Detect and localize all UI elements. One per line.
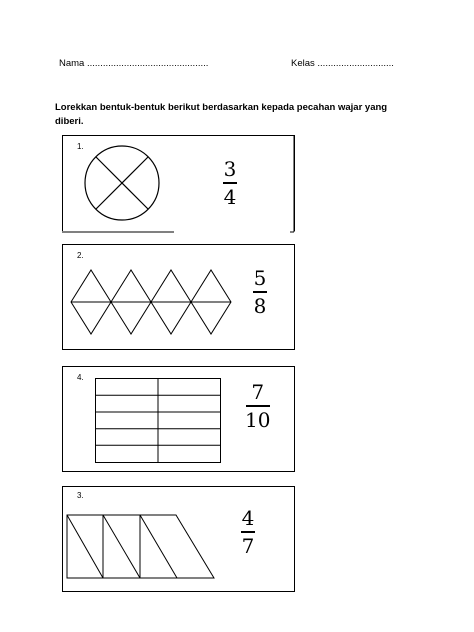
grid-rectangle-shape xyxy=(95,378,221,463)
question-1-number: 1. xyxy=(77,142,84,151)
class-field-label: Kelas ............................. xyxy=(291,58,394,69)
instruction-text: Lorekkan bentuk-bentuk berikut berdasarkan kepada pecahan wajar yang diberi. xyxy=(55,102,388,127)
question-3-number: 4. xyxy=(77,373,84,382)
fraction-2-bar xyxy=(253,291,267,293)
diamond-row-shape xyxy=(71,270,231,336)
fraction-4 xyxy=(241,507,255,557)
triangle-strip-shape xyxy=(67,515,215,579)
fraction-4-bar xyxy=(241,531,255,533)
fraction-3 xyxy=(245,381,270,431)
question-4-number: 3. xyxy=(77,491,84,500)
fraction-1-denominator: 4 xyxy=(223,184,237,209)
circle-quarters-shape xyxy=(83,144,163,224)
name-field-label: Nama .............................................. xyxy=(59,58,209,69)
question-2-number: 2. xyxy=(77,251,84,260)
fraction-1-bar xyxy=(223,182,237,184)
fraction-3-denominator: 10 xyxy=(245,407,271,432)
fraction-3-numerator: 7 xyxy=(251,380,265,404)
fraction-2-numerator: 5 xyxy=(253,266,267,290)
question-box-3 xyxy=(62,366,295,472)
fraction-2-denominator: 8 xyxy=(253,293,267,318)
fraction-1-numerator: 3 xyxy=(223,157,237,181)
fraction-1 xyxy=(223,158,237,208)
fraction-3-bar xyxy=(246,405,270,407)
question-box-1 xyxy=(62,135,295,231)
question-box-2 xyxy=(62,244,295,350)
question-box-4 xyxy=(62,486,295,592)
fraction-4-denominator: 7 xyxy=(241,533,255,558)
fraction-2 xyxy=(253,267,267,317)
fraction-4-numerator: 4 xyxy=(241,506,255,530)
